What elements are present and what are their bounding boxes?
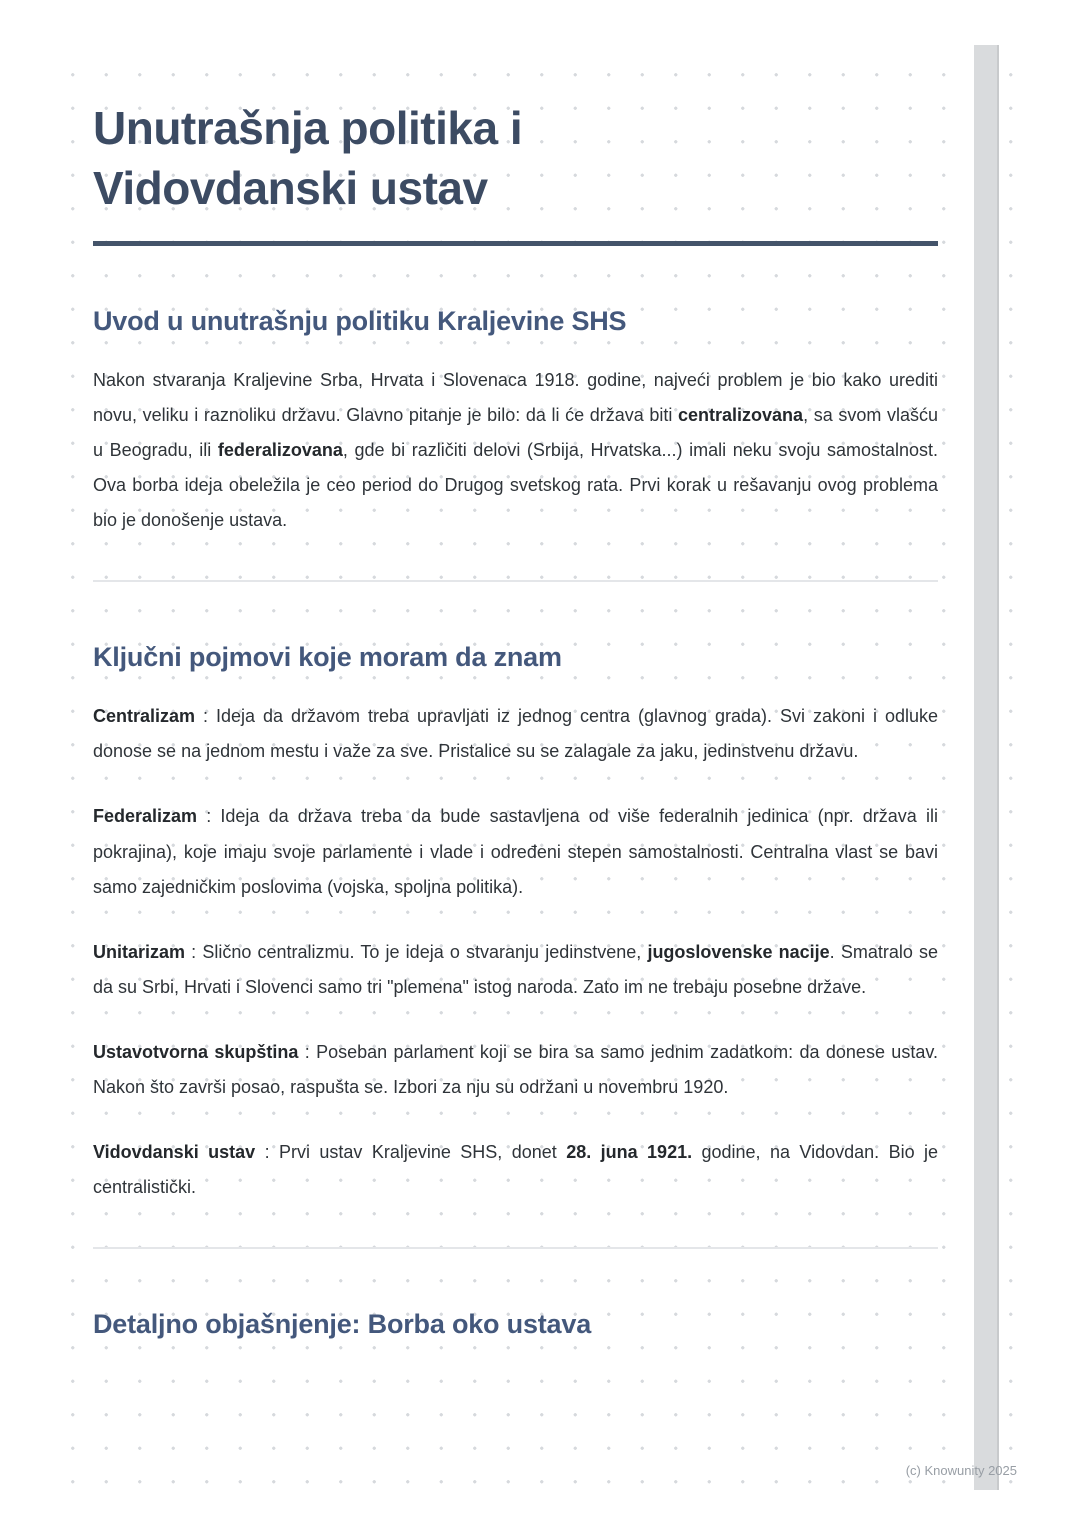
body-text: : Poseban parlament koji se bira sa samo jednim zadatkom: da donese ustav. Nakon što završi posao, raspušta se. Izbori za nju su održani u novembru 1920. xyxy=(93,1041,938,1097)
body-text: , gde bi različiti delovi (Srbija, Hrvatska...) imali neku svoju samostalnost. Ova borba ideja obeležila je ceo period do Drugog svetskog rata. Prvi korak u rešavanju ovog problema bio je donošenje ustava. xyxy=(93,439,939,531)
section-detaljno-objasnjenje xyxy=(93,1307,938,1342)
paragraph-centralizam xyxy=(93,699,938,769)
body-text: : Prvi ustav Kraljevine SHS, donet xyxy=(255,1142,567,1163)
section-kljucni-pojmovi xyxy=(93,640,938,1205)
page-title-line2: Vidovdanski ustav xyxy=(93,161,488,214)
page-title-line1: Unutrašnja politika i xyxy=(93,102,523,154)
page-title xyxy=(93,99,938,219)
bold-text: Ustavotvorna skupština xyxy=(93,1041,299,1062)
bold-text: Centralizam xyxy=(93,706,196,727)
scrollbar[interactable] xyxy=(974,45,999,1490)
bold-text: 28. juna 1921. xyxy=(566,1142,693,1163)
bold-text: Vidovdanski ustav xyxy=(93,1142,256,1163)
section-divider xyxy=(93,580,938,582)
title-underline xyxy=(93,241,938,246)
section-uvod xyxy=(93,304,938,539)
body-text: : Slično centralizmu. To je ideja o stvaranju jedinstvene, xyxy=(185,941,648,962)
section-heading-detaljno: Detaljno objašnjenje: Borba oko ustava xyxy=(93,1309,592,1340)
section-divider xyxy=(93,1247,938,1249)
body-text: . Smatralo se da su Srbi, Hrvati i Slovenci samo tri "plemena" istog naroda. Zato im ne trebaju posebne države. xyxy=(93,941,939,997)
body-text: godine, na Vidovdan. Bio je centralistički. xyxy=(93,1142,939,1198)
section-heading-uvod: Uvod u unutrašnju politiku Kraljevine SHS xyxy=(93,305,627,336)
bold-text: jugoslovenske nacije xyxy=(647,941,830,962)
paragraph-unitarizam xyxy=(93,935,938,1005)
notes-sheet xyxy=(45,45,1035,1490)
body-text: : Ideja da država treba da bude sastavljena od više federalnih jedinica (npr. država ili pokrajina), koje imaju svoje parlamente i vlade i određeni stepen samostalnosti. Centralna vlast se bavi samo zajedničkim poslovima (vojska, spoljna politika). xyxy=(93,806,938,897)
copyright-notice: (c) Knowunity 2025 xyxy=(905,1463,1017,1478)
bold-text: Unitarizam xyxy=(93,941,186,962)
paragraph-vidovdanski-ustav xyxy=(93,1135,938,1205)
bold-text: federalizovana xyxy=(217,439,343,460)
paragraph-ustavotvorna-skupstina xyxy=(93,1035,938,1105)
body-text: : Ideja da državom treba upravljati iz jednog centra (glavnog grada). Svi zakoni i odluke donose se na jednom mestu i važe za sve. Pristalice su se zalagale za jaku, jedinstvenu državu. xyxy=(93,706,938,762)
paragraph-federalizam xyxy=(93,799,938,904)
body-text: Nakon stvaranja Kraljevine Srba, Hrvata i Slovenaca 1918. godine, najveći problem je bio kako urediti novu, veliku i raznoliku državu. Glavno pitanje je bilo: da li će država biti xyxy=(93,369,938,425)
paragraph-uvod xyxy=(93,363,938,538)
content-area xyxy=(93,85,938,1366)
section-heading-pojmovi: Ključni pojmovi koje moram da znam xyxy=(93,642,562,673)
body-text: , sa svom vlašću u Beogradu, ili xyxy=(93,404,938,460)
bold-text: Federalizam xyxy=(93,806,198,827)
bold-text: centralizovana xyxy=(678,404,804,425)
